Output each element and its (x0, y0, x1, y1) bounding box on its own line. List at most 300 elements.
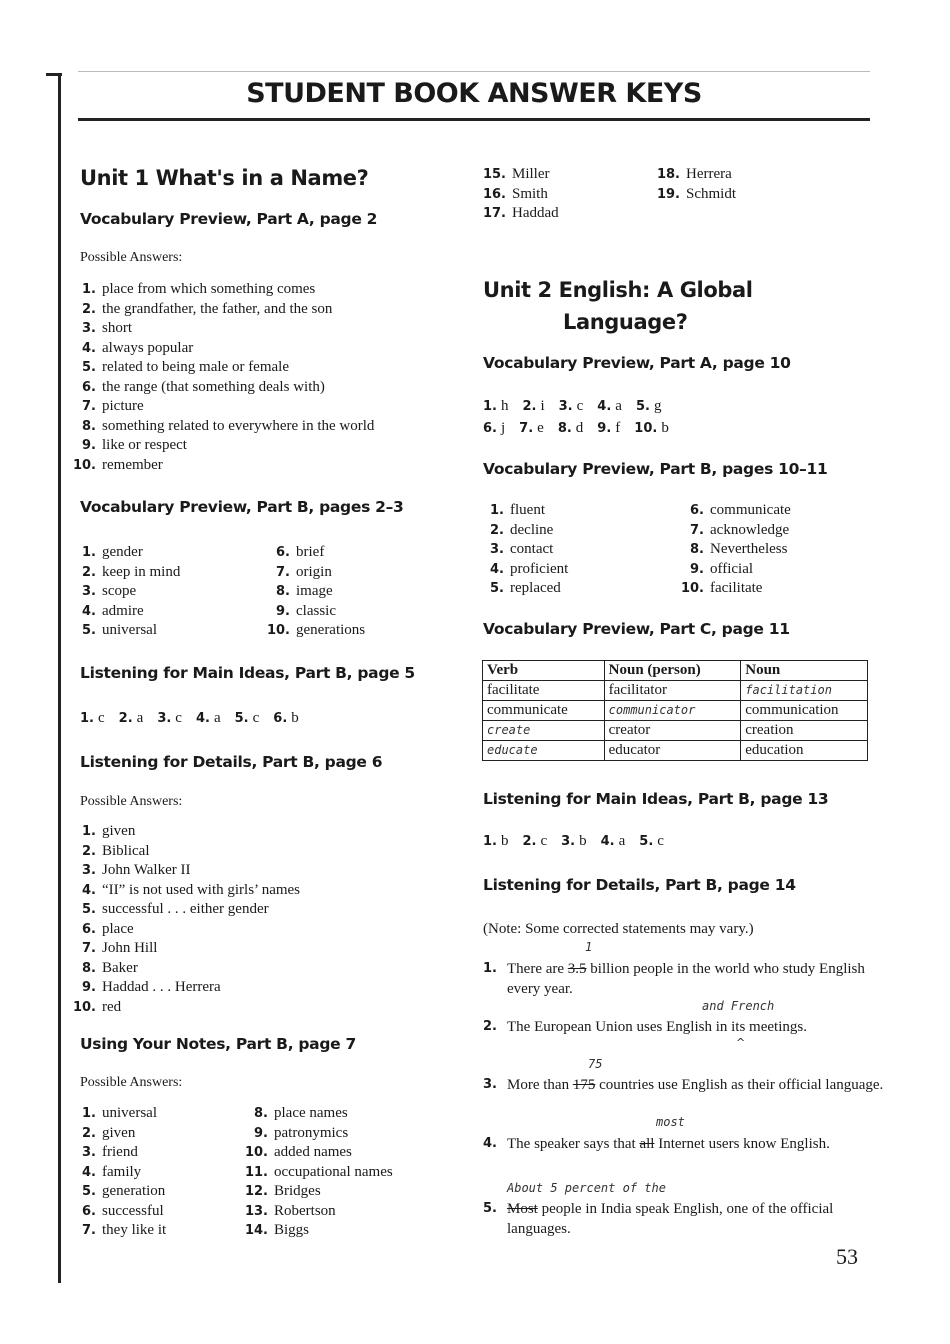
table-cell-handwritten: educate (483, 741, 605, 761)
item-number: 15. (482, 167, 506, 182)
list-item (478, 165, 559, 185)
table-cell-handwritten: create (483, 721, 605, 741)
item-text: d (575, 420, 584, 436)
item-number: 9. (276, 603, 290, 619)
list-item (68, 417, 374, 437)
answer-item (597, 420, 620, 436)
correction-1: 1 (585, 940, 593, 954)
item-text: the range (that something deals with) (102, 378, 325, 395)
item-text: origin (296, 563, 332, 580)
item-text: c (657, 833, 664, 849)
item-text: a (213, 710, 221, 726)
table-cell: facilitate (483, 681, 605, 701)
list-item (240, 1202, 393, 1222)
item-number: 3. (490, 542, 504, 557)
correction-5: About 5 percent of the (507, 1181, 666, 1195)
word-forms-table (482, 660, 868, 761)
item-number: 8. (557, 421, 572, 436)
statement-text: The speaker says that (507, 1136, 640, 1152)
margin-bar-tick (46, 73, 62, 76)
item-text: b (661, 420, 669, 436)
answer-item (196, 710, 221, 726)
item-text: a (618, 833, 626, 849)
item-number: 4. (82, 340, 96, 356)
statement-text: Internet users know English. (654, 1136, 830, 1152)
item-number: 5. (635, 399, 650, 414)
list-item (476, 579, 568, 599)
unit1-details-note: Possible Answers: (80, 794, 183, 809)
item-text: b (500, 833, 509, 849)
item-text: successful (102, 1202, 164, 1219)
statement-number: 5. (483, 1201, 497, 1216)
item-number: 6. (82, 1203, 96, 1219)
item-number: 2. (82, 843, 96, 859)
answer-item (483, 833, 508, 849)
list-item (68, 358, 374, 378)
item-text: family (102, 1163, 142, 1180)
item-text: decline (510, 521, 554, 538)
struck-text: 175 (572, 1077, 596, 1093)
unit1-title: Unit 1 What's in a Name? (80, 166, 369, 190)
item-number: 1. (82, 1106, 96, 1121)
item-number: 1. (80, 711, 94, 726)
item-number: 5. (234, 711, 249, 726)
unit2-main-ideas-heading: Listening for Main Ideas, Part B, page 13 (483, 790, 829, 808)
unit1-vocab-a-list (68, 280, 374, 475)
item-number: 4. (82, 1164, 96, 1180)
table-header-cell: Verb (483, 661, 605, 681)
item-text: place (102, 920, 134, 937)
item-text: John Walker II (102, 862, 191, 878)
table-cell: creator (604, 721, 741, 741)
item-text: b (579, 833, 587, 849)
unit2-vocab-c-heading: Vocabulary Preview, Part C, page 11 (483, 620, 790, 638)
item-number: 6. (483, 421, 497, 436)
answer-item (561, 833, 586, 849)
correction-3: 75 (588, 1057, 603, 1071)
item-text: e (537, 420, 544, 436)
item-text: they like it (102, 1222, 167, 1238)
item-number: 2. (82, 301, 96, 317)
list-item (262, 602, 365, 622)
item-text: place from which something comes (102, 281, 316, 297)
item-number: 3. (82, 321, 96, 336)
answer-item (483, 420, 505, 436)
list-item (240, 1104, 393, 1124)
statement-text: countries use English as their official language. (595, 1077, 884, 1093)
list-item (476, 560, 568, 580)
item-number: 10. (680, 581, 704, 596)
table-cell-handwritten: facilitation (741, 681, 868, 701)
table-cell: facilitator (604, 681, 741, 701)
list-item (262, 563, 365, 583)
item-text: fluent (510, 502, 545, 518)
item-text: related to being male or female (102, 359, 289, 375)
item-number: 7. (82, 941, 96, 956)
item-number: 8. (276, 584, 290, 599)
unit1-notes-col2 (240, 1104, 393, 1241)
list-item (68, 998, 300, 1018)
unit1-vocab-b-col2 (262, 543, 365, 641)
unit1-notes-note: Possible Answers: (80, 1075, 183, 1090)
item-text: given (102, 1124, 136, 1141)
unit1-details-heading: Listening for Details, Part B, page 6 (80, 753, 383, 771)
struck-text: 3.5 (567, 961, 587, 977)
item-text: Biblical (102, 842, 150, 859)
answer-item (601, 833, 626, 849)
table-header-cell: Noun (person) (604, 661, 741, 681)
unit2-title-line1: Unit 2 English: A Global (483, 278, 753, 302)
list-item (68, 842, 300, 862)
title-rule (78, 118, 870, 121)
list-item (68, 1163, 166, 1183)
statement-text: More than (507, 1077, 573, 1093)
item-text: short (102, 320, 132, 336)
table-cell: creation (741, 721, 868, 741)
item-text: keep in mind (102, 563, 181, 580)
item-text: contact (510, 541, 554, 557)
item-number: 2. (522, 399, 537, 414)
item-text: communicate (710, 502, 791, 518)
list-item (676, 560, 791, 580)
answer-item (235, 710, 260, 726)
unit1-notes-col1 (68, 1104, 166, 1241)
item-number: 17. (482, 206, 506, 221)
item-text: like or respect (102, 437, 187, 453)
item-number: 8. (82, 960, 96, 976)
item-number: 16. (482, 186, 506, 202)
title-top-rule (78, 71, 870, 72)
unit1-details-list (68, 822, 300, 1017)
item-number: 6. (276, 545, 290, 560)
page-title: STUDENT BOOK ANSWER KEYS (246, 78, 702, 109)
answer-item (519, 420, 544, 436)
item-number: 9. (597, 421, 612, 436)
item-number: 1. (483, 834, 497, 849)
item-number: 8. (82, 418, 96, 434)
statement-2 (483, 1017, 897, 1037)
answer-item (597, 398, 622, 414)
item-text: c (175, 710, 182, 726)
item-text: generation (102, 1183, 166, 1199)
unit2-details-heading: Listening for Details, Part B, page 14 (483, 876, 796, 894)
item-number: 7. (276, 564, 290, 580)
item-text: occupational names (274, 1163, 393, 1180)
list-item (262, 543, 365, 563)
item-text: added names (274, 1144, 352, 1160)
table-cell: education (741, 741, 868, 761)
item-number: 3. (82, 863, 96, 878)
list-item (240, 1182, 393, 1202)
list-item (68, 920, 300, 940)
unit1-main-ideas-answers (80, 710, 313, 727)
item-text: generations (296, 622, 366, 638)
answer-item (636, 398, 661, 414)
item-number: 3. (561, 834, 576, 849)
item-text: Schmidt (686, 185, 737, 202)
item-number: 2. (490, 522, 504, 538)
item-number: 10. (72, 999, 96, 1015)
list-item (68, 822, 300, 842)
item-text: brief (296, 544, 325, 560)
item-text: Nevertheless (710, 541, 788, 557)
item-number: 13. (244, 1203, 268, 1219)
list-item (68, 582, 180, 602)
table-header-row (483, 661, 868, 681)
list-item (240, 1221, 393, 1241)
list-item (478, 185, 559, 205)
table-cell: communicate (483, 701, 605, 721)
item-text: a (615, 398, 622, 414)
item-number: 3. (157, 711, 172, 726)
item-text: Smith (512, 185, 548, 202)
statement-number: 3. (483, 1077, 497, 1092)
item-text: scope (102, 583, 137, 599)
list-item (68, 339, 374, 359)
item-number: 5. (82, 360, 96, 375)
item-number: 7. (519, 421, 534, 436)
item-number: 1. (82, 824, 96, 839)
item-text: John Hill (102, 940, 158, 956)
item-number: 3. (558, 399, 573, 414)
table-row (483, 721, 868, 741)
statement-text: billion people in the world who study English every year. (507, 961, 865, 997)
item-text: gender (102, 544, 143, 560)
item-number: 2. (82, 564, 96, 580)
statement-number: 4. (483, 1136, 497, 1151)
item-number: 2. (82, 1125, 96, 1141)
item-text: facilitate (710, 580, 763, 596)
list-item (68, 397, 374, 417)
answer-item (157, 710, 182, 726)
statement-text: The European Union uses English in its meetings. (507, 1019, 807, 1035)
correction-4: most (656, 1115, 685, 1129)
statement-text: There are (507, 961, 568, 977)
item-number: 2. (118, 711, 133, 726)
answer-item (522, 833, 547, 849)
list-item (240, 1163, 393, 1183)
unit2-vocab-b-col2 (676, 501, 791, 599)
item-number: 7. (82, 399, 96, 414)
answer-item (119, 710, 144, 726)
answer-item (522, 398, 544, 414)
table-cell: communication (741, 701, 868, 721)
struck-text: Most (507, 1201, 538, 1217)
list-item (68, 319, 374, 339)
item-number: 4. (490, 561, 504, 577)
item-number: 9. (82, 438, 96, 453)
list-item (476, 521, 568, 541)
item-text: b (291, 710, 299, 726)
insertion-caret: ^ (736, 1036, 746, 1049)
answer-item (634, 420, 669, 436)
list-item (68, 621, 180, 641)
list-item (478, 204, 559, 224)
list-item (68, 900, 300, 920)
unit1-vocab-b-col1 (68, 543, 180, 641)
struck-text: all (639, 1136, 655, 1152)
table-cell-handwritten: communicator (604, 701, 741, 721)
item-text: universal (102, 622, 157, 638)
list-item (68, 1124, 166, 1144)
unit2-vocab-a-row2 (483, 420, 683, 437)
unit2-vocab-b-col1 (476, 501, 568, 599)
list-item (68, 1143, 166, 1163)
item-text: f (615, 420, 621, 436)
item-text: something related to everywhere in the world (102, 417, 375, 434)
list-item (68, 1182, 166, 1202)
item-text: Haddad . . . Herrera (102, 979, 221, 995)
statement-number: 2. (483, 1019, 497, 1034)
answer-item (483, 398, 508, 414)
list-item (262, 582, 365, 602)
item-text: successful . . . either gender (102, 901, 269, 917)
list-item (68, 939, 300, 959)
item-text: picture (102, 398, 144, 414)
statement-text: people in India speak English, one of the official languages. (507, 1201, 834, 1237)
item-text: place names (274, 1105, 348, 1121)
list-item (652, 165, 736, 185)
item-text: Haddad (512, 205, 559, 221)
unit1-vocab-b-heading: Vocabulary Preview, Part B, pages 2–3 (80, 498, 404, 516)
item-text: proficient (510, 560, 569, 577)
list-item (476, 540, 568, 560)
item-text: h (500, 398, 509, 414)
item-number: 4. (82, 603, 96, 619)
item-number: 8. (690, 542, 704, 557)
item-text: the grandfather, the father, and the son (102, 300, 333, 317)
item-number: 1. (490, 503, 504, 518)
list-item (68, 456, 374, 476)
unit1-notes-cont-col2 (652, 165, 736, 204)
item-number: 7. (690, 522, 704, 538)
table-row (483, 741, 868, 761)
list-item (68, 300, 374, 320)
list-item (676, 501, 791, 521)
item-text: Biggs (274, 1222, 310, 1238)
item-number: 3. (82, 584, 96, 599)
list-item (68, 280, 374, 300)
item-text: official (710, 560, 754, 577)
item-text: Herrera (686, 166, 732, 182)
item-number: 10. (634, 421, 658, 436)
item-text: red (102, 998, 122, 1015)
item-text: Miller (512, 166, 550, 182)
item-number: 4. (195, 711, 210, 726)
correction-2: and French (702, 999, 775, 1013)
item-text: Baker (102, 959, 138, 976)
item-text: always popular (102, 339, 194, 356)
item-text: i (540, 398, 545, 414)
item-text: patronymics (274, 1124, 349, 1141)
item-number: 1. (82, 545, 96, 560)
table-row (483, 681, 868, 701)
item-number: 1. (483, 399, 497, 414)
item-text: Bridges (274, 1183, 321, 1199)
list-item (68, 978, 300, 998)
page-number: 53 (836, 1244, 858, 1269)
unit1-main-ideas-heading: Listening for Main Ideas, Part B, page 5 (80, 664, 415, 682)
item-text: given (102, 823, 136, 839)
item-text: j (500, 420, 506, 436)
list-item (68, 436, 374, 456)
item-number: 5. (82, 623, 96, 638)
item-number: 3. (82, 1145, 96, 1160)
item-number: 4. (82, 882, 96, 898)
statement-4 (483, 1134, 897, 1154)
answer-item (558, 420, 583, 436)
unit1-notes-cont-col1 (478, 165, 559, 224)
unit1-notes-heading: Using Your Notes, Part B, page 7 (80, 1035, 356, 1053)
unit2-details-note: (Note: Some corrected statements may vary.) (483, 921, 754, 937)
list-item (68, 959, 300, 979)
item-number: 5. (82, 1184, 96, 1199)
item-number: 9. (690, 561, 704, 577)
table-cell: educator (604, 741, 741, 761)
unit2-vocab-a-row1 (483, 398, 675, 415)
list-item (68, 563, 180, 583)
unit2-vocab-a-heading: Vocabulary Preview, Part A, page 10 (483, 354, 791, 372)
item-number: 10. (72, 457, 96, 473)
list-item (68, 861, 300, 881)
table-row (483, 701, 868, 721)
item-number: 6. (82, 379, 96, 395)
answer-item (559, 398, 584, 414)
list-item (68, 1221, 166, 1241)
item-text: replaced (510, 580, 561, 596)
answer-item (273, 710, 298, 726)
list-item (68, 543, 180, 563)
statement-1 (483, 959, 897, 999)
item-text: a (136, 710, 144, 726)
item-number: 1. (82, 282, 96, 297)
item-number: 5. (490, 581, 504, 596)
unit2-title-line2: Language? (563, 310, 688, 334)
item-number: 19. (656, 186, 680, 202)
item-text: acknowledge (710, 521, 790, 538)
list-item (68, 378, 374, 398)
item-text: image (296, 583, 333, 599)
list-item (676, 521, 791, 541)
item-text: c (252, 710, 260, 726)
item-number: 18. (656, 167, 680, 182)
statement-3 (483, 1075, 897, 1095)
item-number: 2. (522, 834, 537, 849)
item-number: 4. (597, 399, 612, 414)
list-item (652, 185, 736, 205)
margin-bar (58, 73, 61, 1283)
statement-5 (483, 1199, 897, 1239)
list-item (68, 1202, 166, 1222)
item-number: 11. (244, 1164, 268, 1180)
item-text: remember (102, 456, 163, 473)
item-number: 7. (82, 1223, 96, 1238)
item-text: friend (102, 1144, 138, 1160)
item-text: Robertson (274, 1202, 336, 1219)
unit1-vocab-a-note: Possible Answers: (80, 250, 183, 265)
item-number: 5. (82, 902, 96, 917)
list-item (240, 1124, 393, 1144)
item-number: 6. (82, 921, 96, 937)
item-text: c (97, 710, 105, 726)
unit2-vocab-b-heading: Vocabulary Preview, Part B, pages 10–11 (483, 460, 828, 478)
item-number: 6. (273, 711, 288, 726)
item-number: 14. (244, 1223, 268, 1238)
item-text: classic (296, 602, 336, 619)
item-number: 10. (266, 623, 290, 638)
unit1-vocab-a-heading: Vocabulary Preview, Part A, page 2 (80, 210, 378, 228)
list-item (476, 501, 568, 521)
